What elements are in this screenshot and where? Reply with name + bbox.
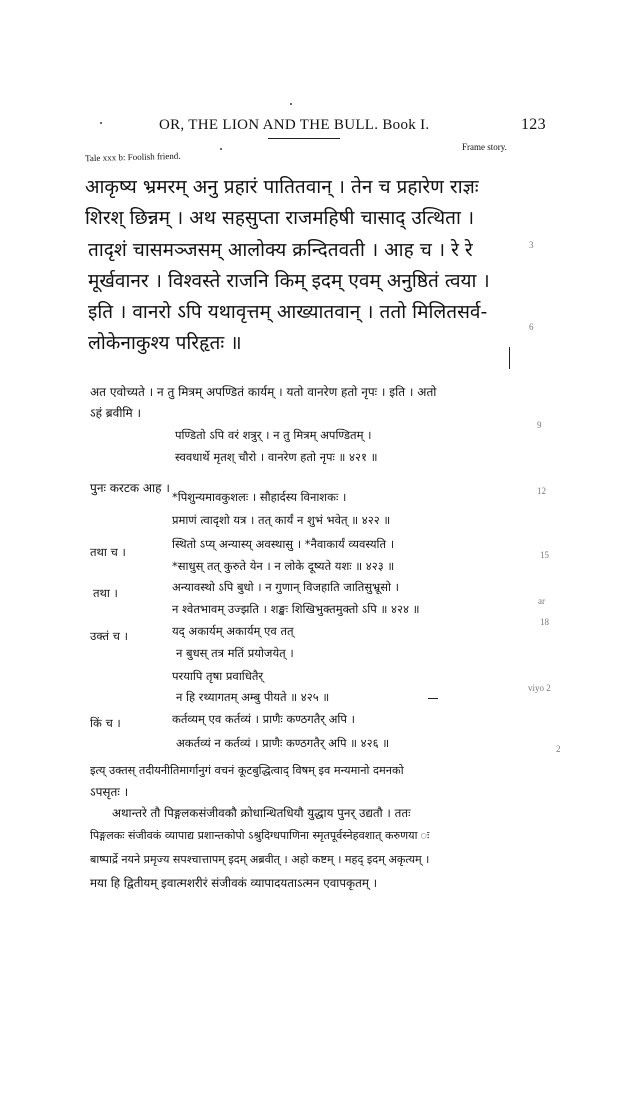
verse-line: स्थितो ऽप्य् अन्यास्य् अवस्थासु । *नैवाकार्यं व्यवस्यति । bbox=[172, 537, 395, 551]
connector-label: तथा च । bbox=[90, 545, 126, 559]
prose-line: बाष्पार्द्रे नयने प्रमृज्य सपश्चात्तापम् इदम् अब्रवीत् । अहो कष्टम् । महद् इदम् अकृत्यम् । bbox=[90, 853, 430, 866]
verse-line: यद् अकार्यम् अकार्यम् एव तत् bbox=[172, 624, 294, 638]
page-number: 123 bbox=[521, 116, 546, 133]
margin-number: 15 bbox=[540, 550, 549, 560]
margin-number: 9 bbox=[537, 420, 542, 430]
main-line-3: तादृशं चासमञ्जसम् आलोक्य क्रन्दितवती । आह च । रे रे bbox=[88, 239, 473, 261]
verse-line: प्रमाणं त्वादृशो यत्र । तत् कार्यं न शुभं भवेत् ॥ ४२२ ॥ bbox=[172, 513, 391, 527]
connector-label: तथा । bbox=[93, 586, 118, 600]
text-line: अत एवोच्यते । न तु मित्रम् अपण्डितं कार्यम् । यतो वानरेण हतो नृपः । इति । अतो bbox=[90, 385, 437, 399]
verse-line: पण्डितो ऽपि वरं शत्रुर् । न तु मित्रम् अपण्डितम् । bbox=[175, 428, 372, 442]
verse-line: कर्तव्यम् एव कर्तव्यं । प्राणैः कण्ठगतैर् अपि । bbox=[172, 712, 355, 726]
speck bbox=[220, 148, 222, 150]
verse-line: न बुधस् तत्र मतिं प्रयोजयेत् । bbox=[176, 646, 294, 660]
text-line: ऽहं ब्रवीमि । bbox=[90, 406, 142, 420]
connector-label: उक्तं च । bbox=[90, 629, 128, 643]
margin-note: ar bbox=[538, 596, 545, 606]
main-line-1: आकृष्य भ्रमरम् अनु प्रहारं पातितवान् । तेन च प्रहारेण राज्ञः bbox=[85, 176, 479, 198]
frame-label: Frame story. bbox=[462, 142, 507, 152]
prose-line: अथान्तरे तौ पिङ्गलकसंजीवकौ क्रोधान्धितधियौ युद्धाय पुनर् उद्यतौ । ततः bbox=[112, 806, 411, 820]
verse-line: परयापि तृषा प्रवाधितैर् bbox=[172, 669, 264, 683]
margin-number: 18 bbox=[540, 617, 549, 627]
speaker-line: पुनः करटक आह । bbox=[90, 481, 170, 495]
main-line-4: मूर्खवानर । विश्वस्ते राजनि किम् इदम् एवम् अनुष्ठितं त्वया । bbox=[88, 270, 490, 292]
verse-line: स्ववधार्थे मृतश् चौरो । वानरेण हतो नृपः ॥ ४२१ ॥ bbox=[175, 450, 378, 464]
margin-number: 6 bbox=[529, 322, 534, 332]
main-line-5: इति । वानरो ऽपि यथावृत्तम् आख्यातवान् । ततो मिलितसर्व- bbox=[88, 301, 488, 323]
margin-number: 2 bbox=[556, 744, 561, 754]
margin-mark bbox=[509, 347, 510, 369]
speck bbox=[290, 103, 292, 105]
verse-line: न श्वेतभावम् उज्झति । शङ्खः शिखिभुक्तमुक्तो ऽपि ॥ ४२४ ॥ bbox=[172, 602, 420, 616]
prose-line: मया हि द्वितीयम् इवात्मशरीरं संजीवकं व्यापादयताऽत्मन एवापकृतम् । bbox=[90, 876, 378, 890]
dash-mark bbox=[428, 698, 438, 699]
text-line: इत्य् उक्तस् तदीयनीतिमार्गानुगं वचनं कूटबुद्धित्वाद् विषम् इव मन्यमानो दमनको bbox=[90, 764, 404, 777]
speck bbox=[100, 122, 102, 124]
running-title: OR, THE LION AND THE BULL. Book I. bbox=[159, 117, 430, 133]
margin-number: 3 bbox=[529, 240, 534, 250]
verse-line: *पिशुन्यमावकुशलः । सौहार्दस्य विनाशकः । bbox=[172, 490, 347, 504]
main-line-2: शिरश् छिन्नम् । अथ सहसुप्ता राजमहिषी चासाद् उत्थिता । bbox=[85, 207, 475, 229]
margin-number: 12 bbox=[537, 486, 546, 496]
verse-line: *साधुस् तत् कुरुते येन । न लोके दूष्यते यशः ॥ ४२३ ॥ bbox=[172, 559, 395, 573]
connector-label: किं च । bbox=[90, 716, 121, 730]
text-line: ऽपसृतः । bbox=[90, 785, 129, 799]
main-line-6: लोकेनाकुश्य परिहृतः ॥ bbox=[88, 332, 242, 354]
verse-line: अकर्तव्यं न कर्तव्यं । प्राणैः कण्ठगतैर् अपि ॥ ४२६ ॥ bbox=[176, 736, 390, 750]
verse-line: अन्यावस्थो ऽपि बुधो । न गुणान् विजहाति जातिसुभ्रूसो । bbox=[172, 580, 399, 594]
margin-note: viyo 2 bbox=[528, 683, 551, 693]
prose-line: पिङ्गलकः संजीवकं व्यापाद्य प्रशान्तकोपो ऽश्रुदिग्धपाणिना स्मृतपूर्वस्नेहवशात् करुणया ः bbox=[90, 829, 430, 842]
header-rule bbox=[268, 138, 340, 139]
verse-line: न हि रथ्यागतम् अम्बु पीयते ॥ ४२५ ॥ bbox=[176, 690, 330, 704]
tale-label: Tale xxx b: Foolish friend. bbox=[84, 150, 181, 164]
